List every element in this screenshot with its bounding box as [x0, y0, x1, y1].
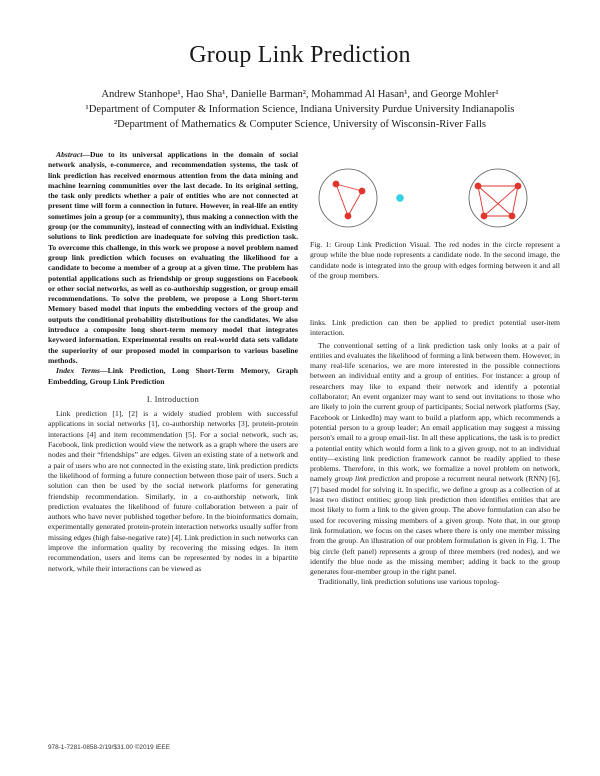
- red-node: [345, 213, 352, 220]
- abstract: [48, 150, 298, 366]
- problem-paragraph: [310, 341, 560, 578]
- abstract-label: Abstract: [56, 150, 83, 159]
- red-node: [359, 188, 366, 195]
- author-block: [0, 87, 600, 132]
- left-column: [48, 150, 298, 574]
- red-node: [509, 213, 516, 220]
- intro-paragraph: Link prediction [1], [2] is a widely studied problem with successful applications in social networks [1], co-authorship networks [3], protein-protein interactions [4] and item recommendation [5]. For a social network, such as, Facebook, link prediction would view the network as a graph where the users are nodes and their “friendships” are edges. Given an existing state of a network and a pair of users who are not connected in the existing state, link prediction predicts the likelihood of forming a future connection between those pair of users. Such a solution can then be used by the social network platforms for generating friendship recommendation. Similarly, in a co-authorship network, link prediction evaluates the likelihood of future collaboration between a pair of authors who have never published together before. In the bioinformatics domain, experimentally generated protein-protein interaction networks usually suffer from missing edges (high false-negative rate) [4]. Link prediction in such networks can improve the information quality by recovering the missing edges. In item recommendation, users and items can be represented by nodes in a bipartite network, while their interactions can be viewed as: [48, 409, 299, 573]
- figure-caption: Fig. 1: Group Link Prediction Visual. The red nodes in the circle represent a group while the blue node represents a candidate node. In the second image, the candidate node is integrated into the group with edges forming between it and all of the group members.: [310, 240, 560, 280]
- red-node: [475, 183, 482, 190]
- group-edge: [336, 184, 348, 216]
- group-link-figure: [318, 160, 554, 238]
- affiliation-1: ¹Department of Computer & Information Science, Indiana University Purdue University Indianapolis: [85, 104, 515, 115]
- paper-title: Group Link Prediction: [189, 42, 411, 68]
- problem-text-a: The conventional setting of a link prediction task only looks at a pair of entities and evaluates the likelihood of forming a link between them. However, in many real-life scenarios, we are more interested in the possible connections between an individual entity and a group of entities. For instance: a group of researchers may like to expand their network and identify a potential collaborator; An event organizer may want to send out invitations to those who are likely to join the current group of participants; Social network platforms (Say, Facebook or LinkedIn) may want to build a platform app, which recommends a potential person to a group leader; An email application may suggest a missing person's email to a group email-list. In all these applications, the task is to predict a potential entity which would form a link to a given group, not to an individual entity—existing link prediction framework cannot be readily applied to these problems. Therefore, in this work, we formalize a novel problem on network, namely: [310, 340, 560, 484]
- right-column: [310, 318, 560, 588]
- blue-candidate-node: [396, 194, 404, 202]
- group-edge: [348, 191, 362, 216]
- index-terms: [48, 366, 298, 387]
- traditional-paragraph: Traditionally, link prediction solutions use various topolog-: [318, 577, 500, 587]
- group-edge: [336, 184, 362, 191]
- affiliation-2: ²Department of Mathematics & Computer Science, University of Wisconsin-River Falls: [113, 119, 487, 130]
- right-panel: [469, 169, 527, 227]
- red-node: [333, 181, 340, 188]
- red-node: [481, 213, 488, 220]
- index-terms-text: —Link Prediction, Long Short-Term Memory, Graph Embedding, Group Link Prediction: [48, 366, 298, 386]
- section-heading: I. Introduction: [146, 394, 200, 404]
- index-terms-label: Index Terms: [56, 366, 100, 376]
- left-panel: [319, 169, 377, 227]
- copyright-footer: 978-1-7281-0858-2/19/$31.00 ©2019 IEEE: [48, 744, 170, 751]
- problem-text-b: and propose a recurrent neural network (RNN) [6], [7] based model for solving it. In specific, we define a group as a collection of at least two distinct entities; group link prediction then identifies entities that are most likely to form a link to the given group. The above formulation can also be used for recovering missing members of a given group. Note that, in our group link formulation, we focus on the cases where there is only one member missing from the group. An illustration of our problem formulation is given in Fig. 1. The big circle (left panel) represents a group of three members (red nodes), and we identify the blue node as the missing member; adding it back to the group generates four-member group in the right panel.: [310, 474, 561, 577]
- author-names: Andrew Stanhope¹, Hao Sha¹, Danielle Barman², Mohammad Al Hasan¹, and George Mohler¹: [101, 89, 499, 100]
- red-node: [515, 183, 522, 190]
- group-link-prediction-term: group link prediction: [334, 474, 400, 484]
- group-circle-right: [469, 169, 527, 227]
- abstract-text: —Due to its universal applications in the domain of social network analysis, e-commerce, and recommendation systems, the task of link prediction has received enormous attention from the data mining and machine learning communities over the last decade. In its original setting, the task only predicts whether a pair of entities who are not connected at present time will form a connection in future. However, in real-life an entity sometimes join a group (or a community), thus making a connection with the group (or the community), instead of connecting with an individual. Existing solutions to link prediction are inadequate for solving this prediction task. To overcome this challenge, in this work we propose a novel problem named group link prediction which focuses on evaluating the likelihood for a candidate to become a member of a group at a given time. The problem has potential applications such as friendship or group suggestions on Facebook or other social networks, as well as co-authorship suggestion, or group email recommendations. To solve the problem, we propose a Long Short-term Memory based model that inputs the embedding vectors of the group and outputs the conditional probability distributions for the candidates. We also introduce a composite long short-term memory model that integrates keyword information. Experimental results on real-world data sets validate the superiority of our proposed model in comparison to various baseline methods.: [48, 150, 298, 365]
- continued-paragraph: links. Link prediction can then be applied to predict potential user-item interaction.: [310, 318, 560, 338]
